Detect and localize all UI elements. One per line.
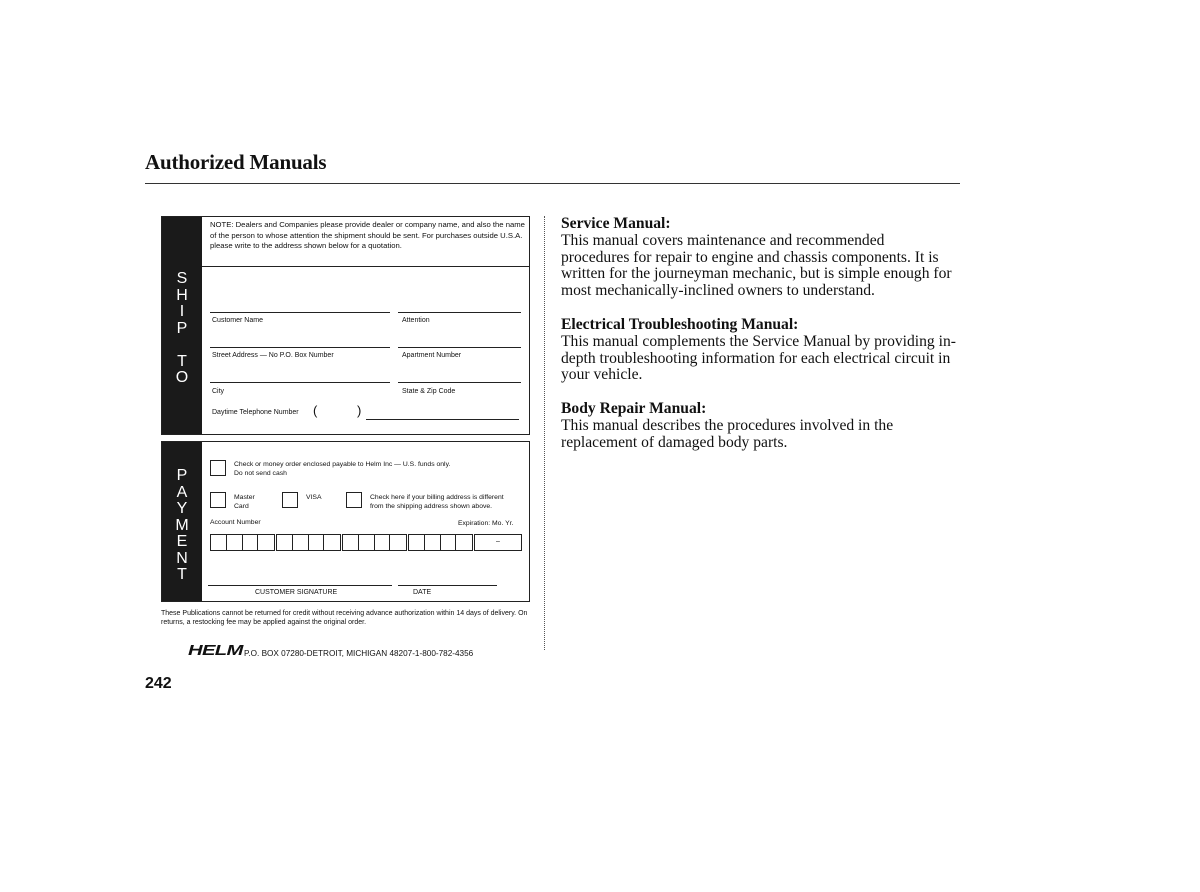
- returns-disclaimer: These Publications cannot be returned for credit without receiving advance authorization within 14 days of delivery. On returns, a restocking fee may be applied against the original order.: [161, 610, 528, 627]
- billing-address-label: [370, 493, 504, 511]
- ship-to-side-label: S H I P T O: [175, 270, 189, 386]
- service-manual-section: [561, 216, 956, 300]
- visa-checkbox[interactable]: [282, 492, 298, 508]
- check-money-order-label: [234, 460, 450, 478]
- city-field[interactable]: [210, 382, 390, 383]
- attention-label: Attention: [402, 317, 430, 324]
- service-manual-title: Service Manual:: [561, 215, 671, 232]
- check-money-order-line1: Check or money order enclosed payable to Helm Inc — U.S. funds only.: [234, 461, 451, 468]
- customer-name-field[interactable]: [210, 312, 390, 313]
- ship-to-form: [161, 216, 530, 435]
- check-money-order-line2: Do not send cash: [234, 470, 287, 477]
- expiration-field[interactable]: –: [474, 534, 522, 551]
- page-number: 242: [145, 675, 172, 692]
- account-number-group-1[interactable]: [210, 534, 275, 551]
- visa-label: VISA: [306, 494, 322, 501]
- state-zip-field[interactable]: [398, 382, 521, 383]
- body-repair-manual-section: [561, 401, 956, 451]
- expiration-label: Expiration: Mo. Yr.: [458, 520, 514, 527]
- service-manual-body: This manual covers maintenance and recommended procedures for repair to engine and chassis components. It is written for the journeyman mechanic, but is simple enough for most mechanically-inclined owners to understand.: [561, 231, 952, 300]
- manuals-descriptions: [561, 216, 956, 469]
- account-number-group-2[interactable]: [276, 534, 341, 551]
- payment-form: [161, 441, 530, 602]
- mastercard-line2: Card: [234, 503, 249, 510]
- billing-address-line2: from the shipping address shown above.: [370, 503, 493, 510]
- apartment-number-label: Apartment Number: [402, 352, 462, 359]
- date-label: DATE: [413, 589, 432, 596]
- apartment-number-field[interactable]: [398, 347, 521, 348]
- electrical-manual-title: Electrical Troubleshooting Manual:: [561, 315, 799, 333]
- account-number-group-4[interactable]: [408, 534, 473, 551]
- street-address-label: Street Address — No P.O. Box Number: [212, 352, 334, 359]
- payment-side-bar: [162, 442, 202, 601]
- electrical-manual-body: This manual complements the Service Manual by providing in-depth troubleshooting information for each electrical circuit in your vehicle.: [561, 332, 956, 384]
- state-zip-label: State & Zip Code: [402, 388, 456, 395]
- body-repair-manual-title: Body Repair Manual:: [561, 400, 707, 418]
- electrical-manual-section: [561, 317, 956, 384]
- column-divider: [544, 216, 545, 650]
- billing-address-line1: Check here if your billing address is different: [370, 494, 504, 501]
- check-money-order-checkbox[interactable]: [210, 460, 226, 476]
- account-number-group-3[interactable]: [342, 534, 407, 551]
- customer-name-label: Customer Name: [212, 317, 263, 324]
- title-rule: [145, 183, 960, 184]
- helm-logo: HELM: [188, 642, 243, 659]
- helm-address: P.O. BOX 07280-DETROIT, MICHIGAN 48207-1-800-782-4356: [244, 649, 474, 658]
- account-number-label: Account Number: [210, 519, 261, 526]
- city-label: City: [212, 388, 225, 395]
- ship-to-note: NOTE: Dealers and Companies please provide dealer or company name, and also the name of the person to whose attention the shipment should be sent. For purchases outside U.S.A. please write to the address shown below for a quotation.: [202, 217, 529, 267]
- area-code-close-paren: ): [357, 403, 362, 418]
- mastercard-checkbox[interactable]: [210, 492, 226, 508]
- ship-to-side-bar: [162, 217, 202, 434]
- street-address-field[interactable]: [210, 347, 390, 348]
- customer-signature-label: CUSTOMER SIGNATURE: [255, 589, 338, 596]
- daytime-phone-label: Daytime Telephone Number: [212, 409, 299, 416]
- mastercard-label: [234, 493, 255, 511]
- attention-field[interactable]: [398, 312, 521, 313]
- body-repair-manual-body: This manual describes the procedures involved in the replacement of damaged body parts.: [561, 416, 894, 451]
- customer-signature-field[interactable]: [208, 585, 392, 586]
- area-code-open-paren: (: [313, 403, 318, 418]
- date-field[interactable]: [398, 585, 497, 586]
- daytime-phone-field[interactable]: [366, 419, 519, 420]
- page-title: Authorized Manuals: [145, 150, 327, 174]
- payment-side-label: P A Y M E N T: [175, 467, 189, 583]
- mastercard-line1: Master: [234, 494, 255, 501]
- billing-address-checkbox[interactable]: [346, 492, 362, 508]
